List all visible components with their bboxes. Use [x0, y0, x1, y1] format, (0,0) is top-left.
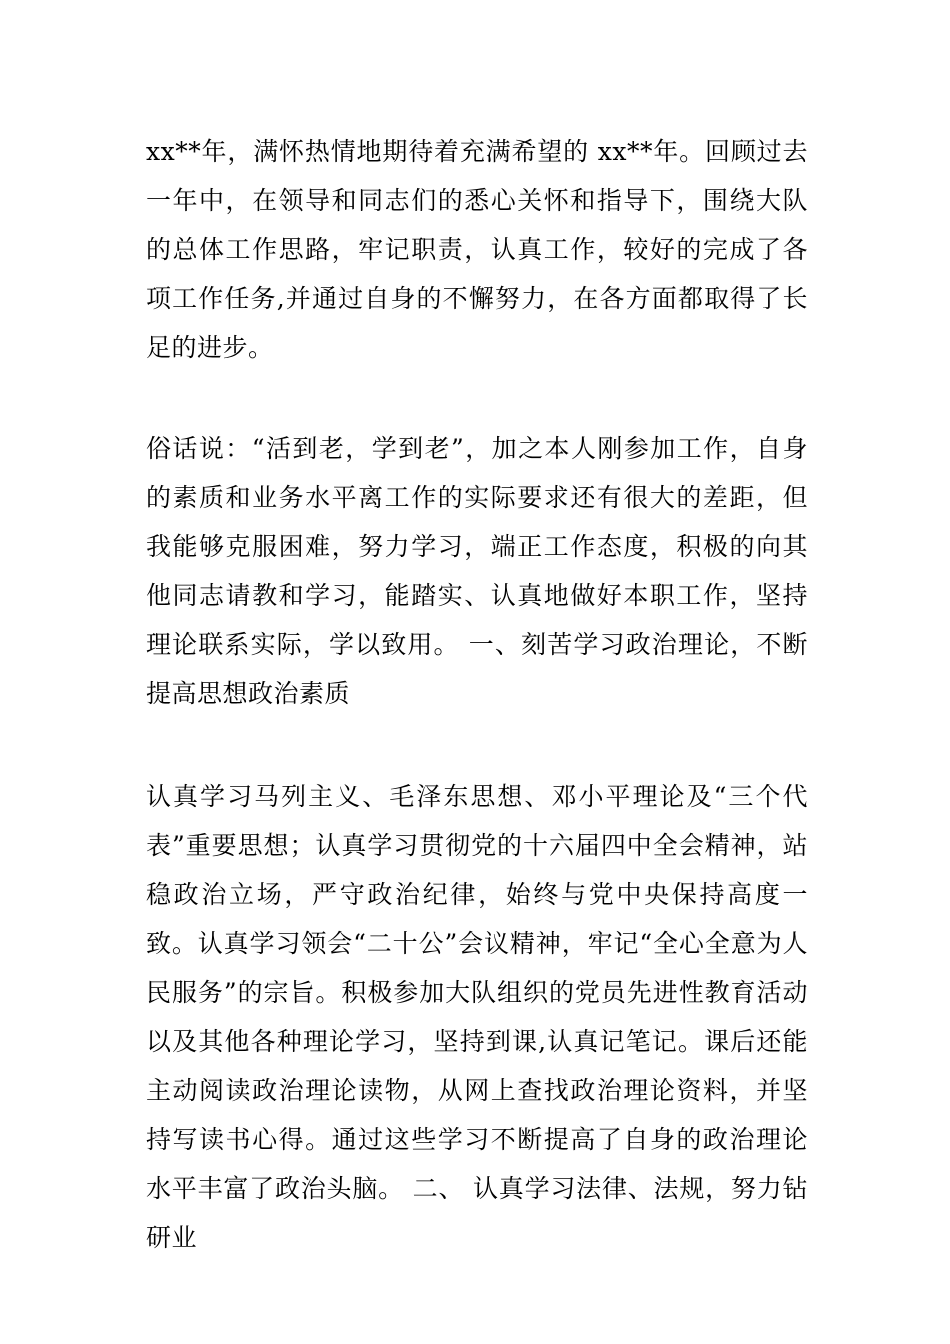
paragraph-political-study: 认真学习马列主义、毛泽东思想、邓小平理论及“三个代表”重要思想；认真学习贯彻党的十六届四中全会精神，站稳政治立场，严守政治纪律，始终与党中央保持高度一致。认真学习领会“二十公”会议精神，牢记“全心全意为人民服务”的宗旨。积极参加大队组织的党员先进性教育活动以及其他各种理论学习，坚持到课,认真记笔记。课后还能主动阅读政治理论读物，从网上查找政治理论资料，并坚持写读书心得。通过这些学习不断提高了自身的政治理论水平丰富了政治头脑。 二、 认真学习法律、法规，努力钻研业 — [146, 782, 808, 1252]
paragraph-learning-attitude: 俗话说：“活到老，学到老”，加之本人刚参加工作，自身的素质和业务水平离工作的实际要求还有很大的差距，但我能够克服困难，努力学习，端正工作态度，积极的向其他同志请教和学习，能踏实、认真地做好本职工作，坚持理论联系实际，学以致用。 一、刻苦学习政治理论，不断提高思想政治素质 — [146, 434, 808, 708]
paragraph-year-review: xx**年，满怀热情地期待着充满希望的 xx**年。回顾过去一年中，在领导和同志们的悉心关怀和指导下，围绕大队的总体工作思路，牢记职责，认真工作，较好的完成了各项工作任务,并通过自身的不懈努力，在各方面都取得了长足的进步。 — [146, 137, 808, 362]
